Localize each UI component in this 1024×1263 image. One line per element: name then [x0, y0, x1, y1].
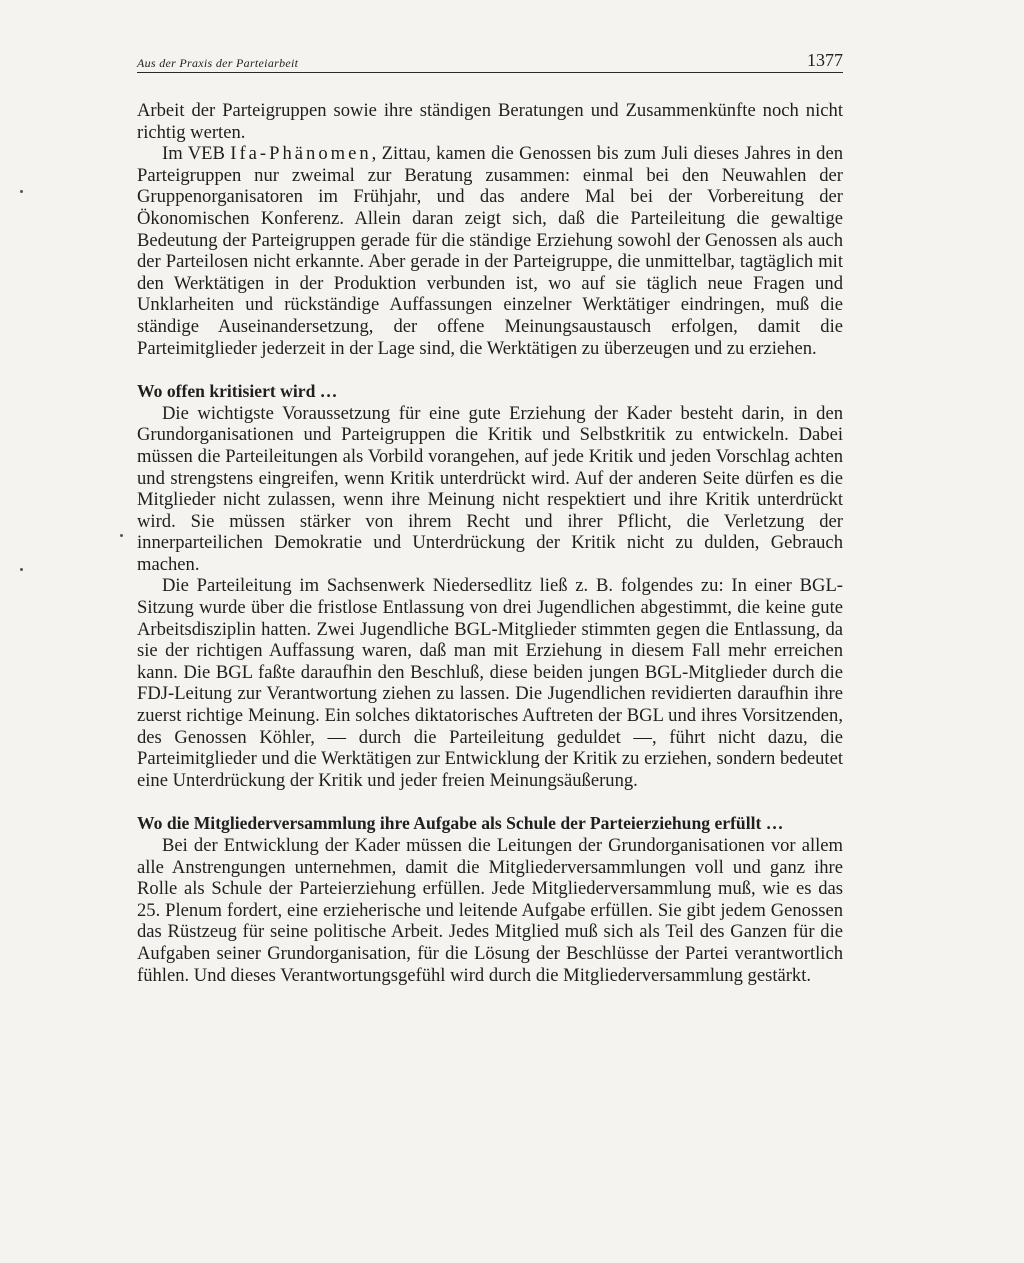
- section-heading-2: Wo die Mitgliederversammlung ihre Aufgabe als Schule der Parteierziehung erfüllt …: [137, 813, 784, 834]
- paragraph-2-start: Im VEB: [162, 143, 231, 165]
- article-body: [137, 100, 843, 986]
- page-header: [137, 50, 843, 76]
- page-number: 1377: [807, 50, 843, 70]
- running-title: Aus der Praxis der Parteiarbeit: [137, 56, 299, 70]
- paragraph-4: Die Parteileitung im Sachsenwerk Niedersedlitz ließ z. B. folgendes zu: In einer BGL-Sitzung wurde über die fristlose Entlassung von drei Jugendlichen abgestimmt, die keine gute Arbeitsdisziplin hatten. Zwei Jugendliche BGL-Mitglieder stimmten gegen die Entlassung, da sie der richtigen Auffassung waren, daß man mit Erziehung in diesem Fall mehr erreichen kann. Die BGL faßte daraufhin den Beschluß, diese beiden jungen BGL-Mitglieder durch die FDJ-Leitung zur Verantwortung ziehen zu lassen. Die Jugendlichen revidierten daraufhin ihre zuerst richtige Meinung. Ein solches diktatorisches Auftreten der BGL und ihres Vorsitzenden, des Genossen Köhler, — durch die Parteileitung geduldet —, führt nicht dazu, die Parteimitglieder und die Werktätigen zur Entwicklung der Kritik zu erziehen, sondern bedeutet eine Unterdrückung der Kritik und jeder freien Meinungsäußerung.: [137, 575, 843, 791]
- paragraph-2: [137, 143, 843, 359]
- paragraph-1: Arbeit der Parteigruppen sowie ihre ständigen Beratungen und Zusammenkünfte noch nicht richtig werten.: [137, 100, 843, 143]
- section-gap: [137, 359, 843, 381]
- margin-speck: [20, 568, 23, 571]
- paragraph-3: Die wichtigste Voraussetzung für eine gute Erziehung der Kader besteht darin, in den Grundorganisationen und Parteigruppen die Kritik und Selbstkritik zu entwickeln. Dabei müssen die Parteileitungen als Vorbild vorangehen, auf jede Kritik und jeden Vorschlag achten und strengstens eingreifen, wenn Kritik unterdrückt wird. Auf der anderen Seite dürfen es die Mitglieder nicht zulassen, wenn ihre Meinung nicht respektiert und ihre Kritik unterdrückt wird. Sie müssen stärker von ihrem Recht und ihrer Pflicht, die Verletzung der innerparteilichen Demokratie und Unterdrückung der Kritik nicht zu dulden, Gebrauch machen.: [137, 402, 843, 575]
- header-rule: [137, 72, 843, 73]
- paragraph-5: Bei der Entwicklung der Kader müssen die Leitungen der Grundorganisationen vor allem alle Anstrengungen unternehmen, damit die Mitgliederversammlungen voll und ganz ihre Rolle als Schule der Parteierziehung erfüllen. Jede Mitgliederversammlung muß, wie es das 25. Plenum fordert, eine erzieherische und leitende Aufgabe erfüllen. Sie gibt jedem Genossen das Rüstzeug für seine politische Arbeit. Jedes Mitglied muß sich als Teil des Ganzen für die Aufgaben seiner Grundorganisation, für die Lösung der Beschlüsse der Partei verantwortlich fühlen. Und dieses Verantwortungsgefühl wird durch die Mitgliederversammlung gestärkt.: [137, 835, 843, 986]
- margin-speck: [20, 190, 23, 193]
- company-name: Ifa-Phänomen: [230, 143, 372, 165]
- margin-speck: [120, 534, 123, 537]
- paragraph-2-rest: , Zittau, kamen die Genossen bis zum Juli dieses Jahres in den Parteigruppen nur zweimal zur Beratung zusammen: einmal bei den Neuwahlen der Gruppenorganisatoren im Frühjahr, und das andere Mal bei der Vorbereitung der Ökonomischen Konferenz. Allein daran zeigt sich, daß die Parteileitung die gewaltige Bedeutung der Parteigruppen gerade für die ständige Erziehung sowohl der Genossen als auch der Parteilosen nicht erkannte. Aber gerade in der Parteigruppe, die unmittelbar, tagtäglich mit den Werktätigen in der Produktion verbunden ist, wo auf sie täglich neue Fragen und Unklarheiten und rückständige Auffassungen einzelner Werktätiger eindringen, muß die ständige Auseinandersetzung, der offene Meinungsaustausch erfolgen, damit die Parteimitglieder jederzeit in der Lage sind, die Werktätigen zu überzeugen und zu erziehen.: [137, 143, 843, 359]
- section-gap: [137, 791, 843, 813]
- section-heading-1: Wo offen kritisiert wird …: [137, 381, 338, 402]
